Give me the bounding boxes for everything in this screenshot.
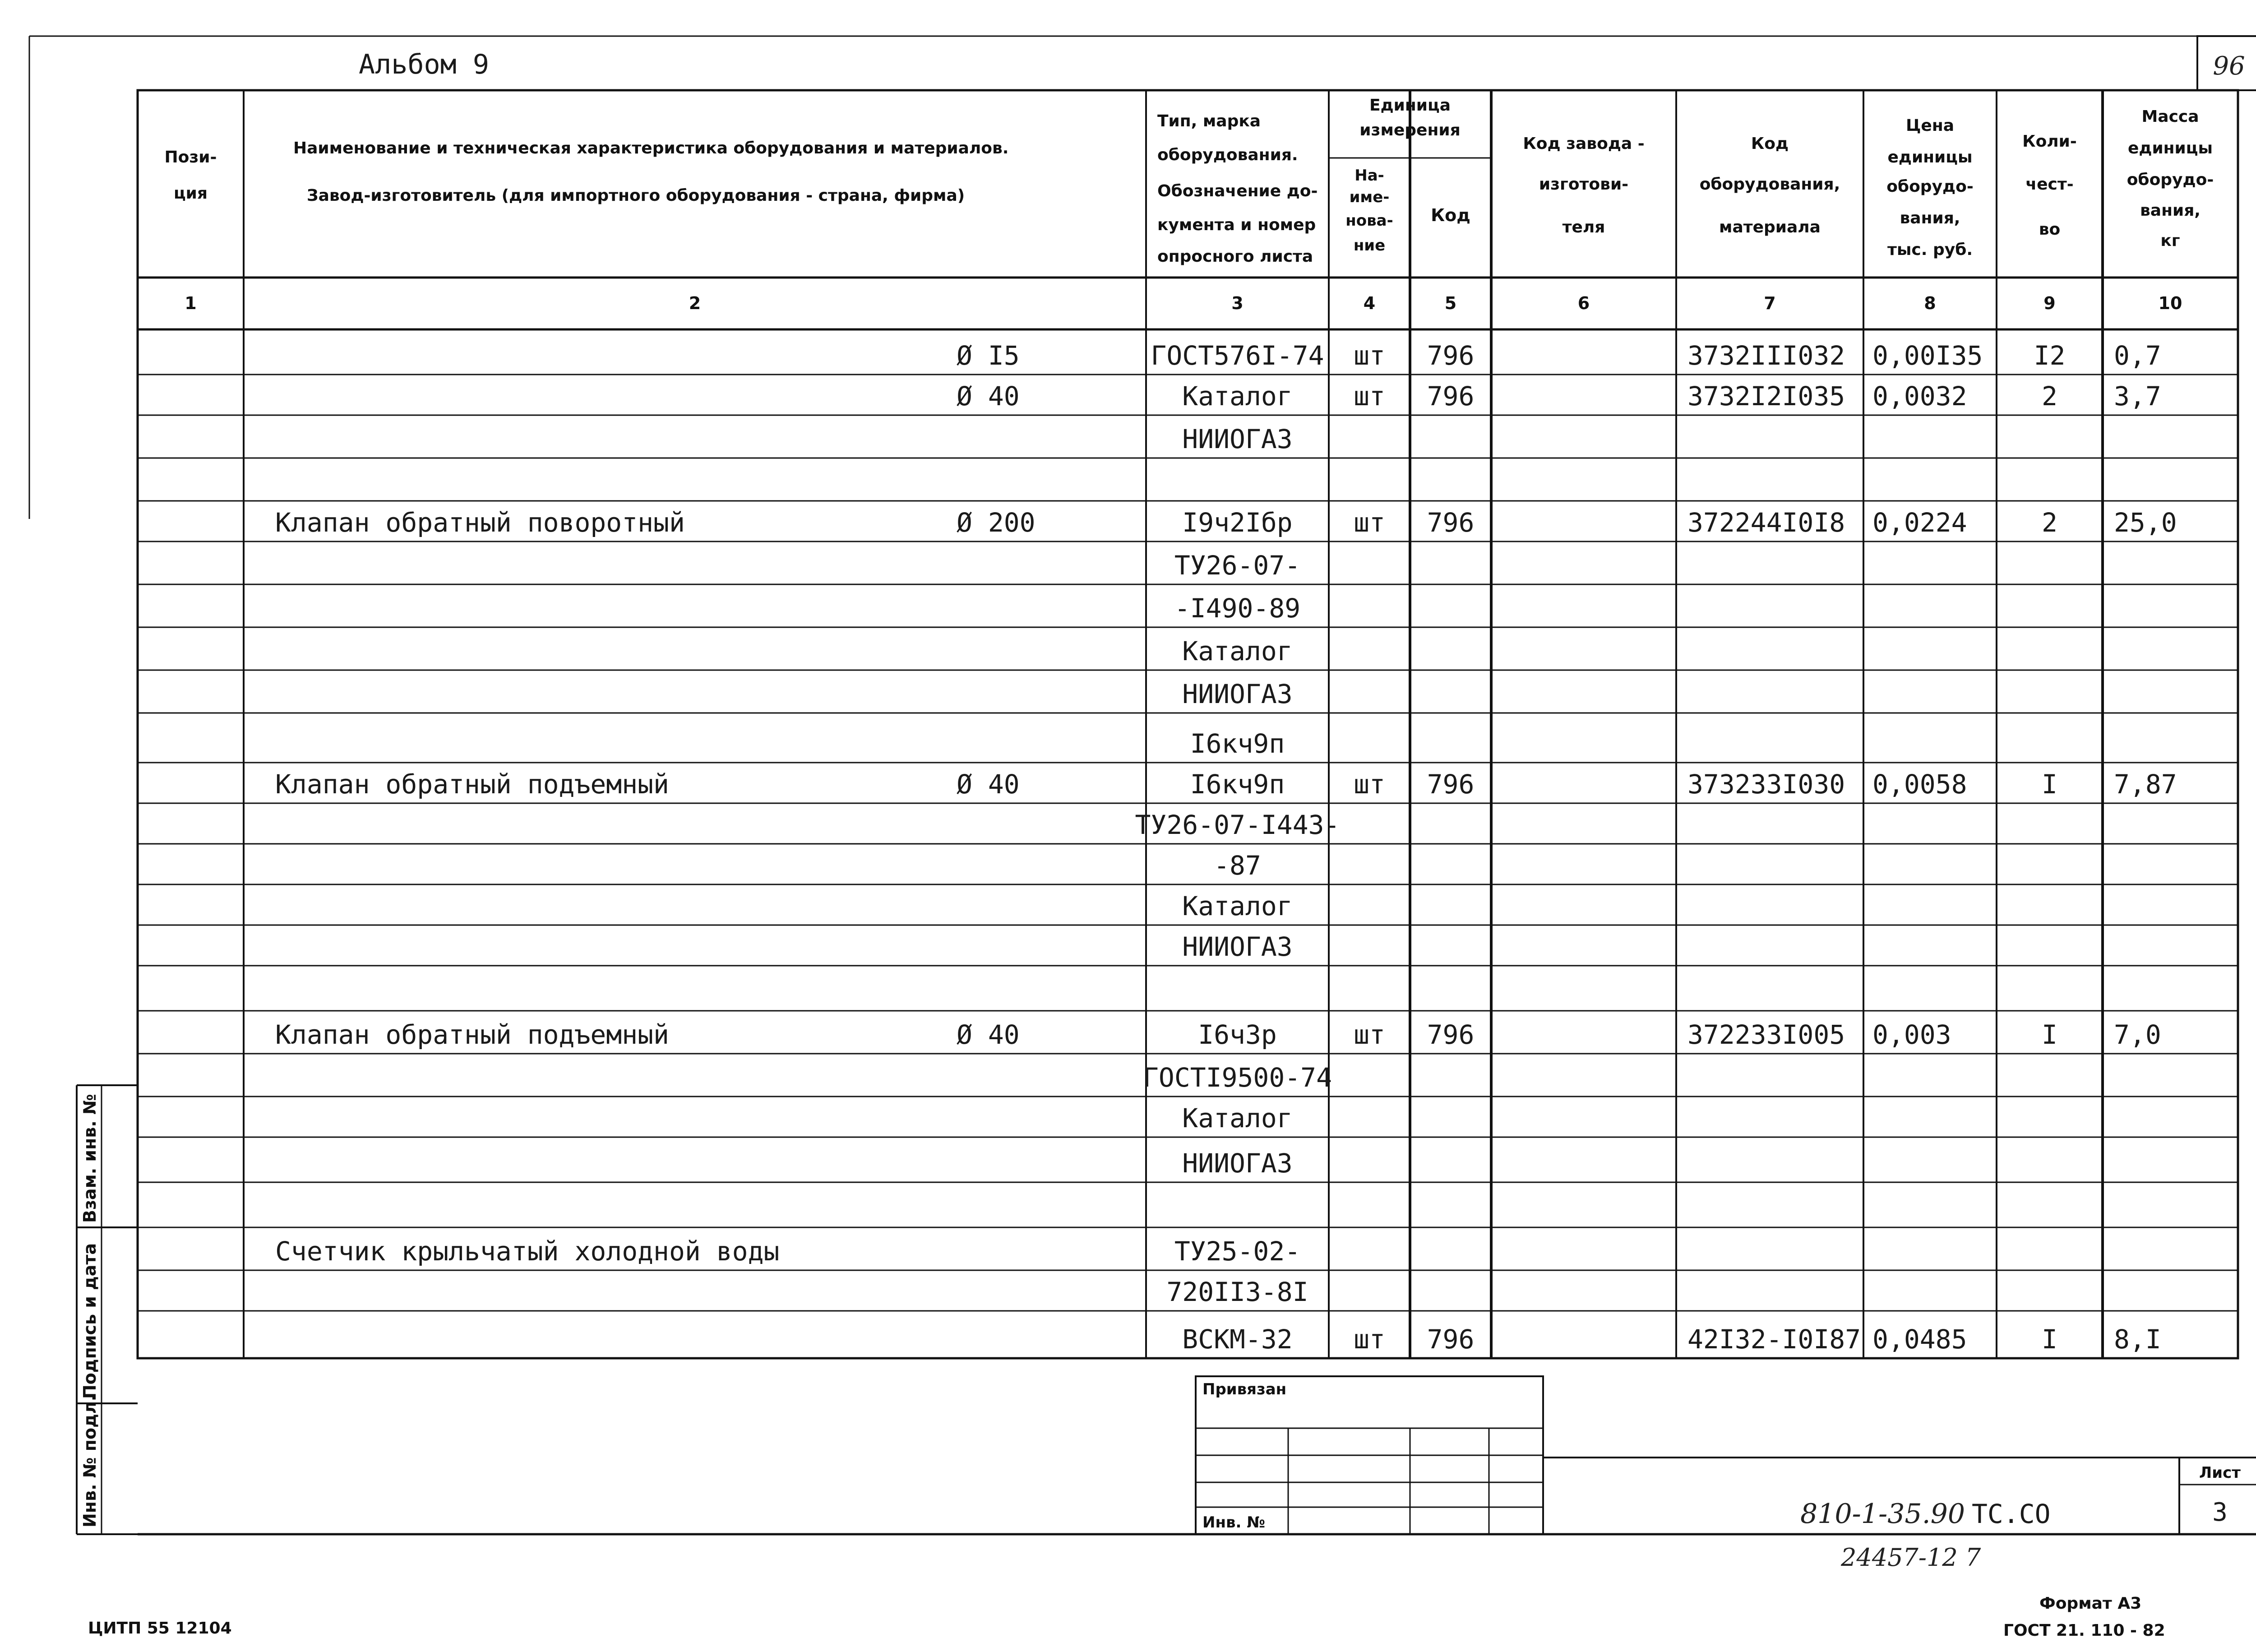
sheet-number: 3 xyxy=(2212,1498,2228,1527)
item-quantity: I xyxy=(2042,1019,2057,1050)
column-number: 6 xyxy=(1577,293,1590,313)
header-unit-name: нова- xyxy=(1345,212,1393,230)
item-mass: 0,7 xyxy=(2114,340,2161,371)
item-price: 0,0485 xyxy=(1872,1324,1967,1355)
header-factory-code: Код завода - xyxy=(1523,134,1645,153)
item-mass: 7,0 xyxy=(2114,1019,2161,1050)
header-price: единицы xyxy=(1887,148,1973,167)
item-name: Счетчик крыльчатый холодной воды xyxy=(275,1236,780,1267)
header-mass: вания, xyxy=(2140,201,2201,220)
column-number: 8 xyxy=(1924,293,1936,313)
item-type: Каталог xyxy=(1182,381,1293,412)
item-unit: шт xyxy=(1354,1324,1385,1355)
item-type: I6кч9п xyxy=(1190,728,1285,759)
sheet-label: Лист xyxy=(2199,1464,2241,1482)
item-type: -I490-89 xyxy=(1174,593,1301,624)
item-unit-code: 796 xyxy=(1427,507,1475,538)
footer-publisher: ЦИТП 55 12104 xyxy=(88,1619,232,1638)
item-unit: шт xyxy=(1354,381,1385,412)
header-equipment-code: Код xyxy=(1751,134,1789,153)
item-diameter: Ø 40 xyxy=(957,381,1020,412)
item-type: ГОСТ576I-74 xyxy=(1151,340,1324,371)
document-code-handwritten: 810-1-35.90 xyxy=(1800,1498,1965,1530)
column-number: 5 xyxy=(1444,293,1457,313)
item-quantity: I xyxy=(2042,769,2057,800)
header-type: оборудования. xyxy=(1157,146,1298,164)
item-type: НИИОГАЗ xyxy=(1182,1148,1293,1179)
column-number: 9 xyxy=(2043,293,2056,313)
item-equipment-code: 372233I005 xyxy=(1687,1019,1845,1050)
header-unit-name: име- xyxy=(1349,188,1390,206)
header-unit-name: На- xyxy=(1355,167,1384,185)
privyazan-label: Привязан xyxy=(1202,1380,1287,1398)
header-equipment-code: материала xyxy=(1719,218,1821,236)
item-unit: шт xyxy=(1354,769,1385,800)
item-type: Каталог xyxy=(1182,636,1293,666)
item-quantity: 2 xyxy=(2042,507,2057,538)
column-number: 4 xyxy=(1363,293,1376,313)
item-type: I6кч9п xyxy=(1190,769,1285,800)
item-price: 0,0224 xyxy=(1872,507,1967,538)
header-type: опросного листа xyxy=(1157,247,1313,266)
item-type: I9ч2Iбр xyxy=(1182,507,1293,538)
item-name: Клапан обратный подъемный xyxy=(275,769,669,800)
item-unit: шт xyxy=(1354,340,1385,371)
item-mass: 3,7 xyxy=(2114,381,2161,412)
header-quantity: во xyxy=(2039,220,2061,239)
item-diameter: Ø I5 xyxy=(957,340,1020,371)
header-unit-name: ние xyxy=(1353,236,1386,255)
item-equipment-code: 372244I0I8 xyxy=(1687,507,1845,538)
header-type: Тип, марка xyxy=(1157,112,1261,130)
item-type: Каталог xyxy=(1182,1103,1293,1134)
header-mass: оборудо- xyxy=(2127,171,2214,189)
footer-standard: ГОСТ 21. 110 - 82 xyxy=(2003,1621,2165,1640)
item-type: НИИОГАЗ xyxy=(1182,679,1293,709)
column-number: 7 xyxy=(1764,293,1776,313)
column-number: 1 xyxy=(185,293,197,313)
side-stamp-replacement: Взам. инв. № xyxy=(80,1094,100,1223)
item-unit: шт xyxy=(1354,1019,1385,1050)
header-price: тыс. руб. xyxy=(1887,241,1973,259)
column-number: 2 xyxy=(689,293,701,313)
header-name: Наименование и техническая характеристика оборудования и материалов. xyxy=(293,139,1009,157)
document-code: ТС.СО xyxy=(1972,1499,2051,1529)
item-name: Клапан обратный поворотный xyxy=(275,507,685,538)
item-unit-code: 796 xyxy=(1427,1324,1475,1355)
item-price: 0,00I35 xyxy=(1872,340,1983,371)
header-unit-group: измерения xyxy=(1359,121,1461,139)
side-stamp-signature: Подпись и дата xyxy=(80,1243,100,1399)
item-type: -87 xyxy=(1214,850,1261,881)
item-type: ВСКМ-32 xyxy=(1182,1324,1293,1355)
side-stamp-original: Инв. № подл. xyxy=(80,1394,100,1527)
header-mass: Масса xyxy=(2141,107,2199,126)
header-equipment-code: оборудования, xyxy=(1699,175,1840,194)
header-quantity: Коли- xyxy=(2022,132,2077,151)
item-unit-code: 796 xyxy=(1427,340,1475,371)
header-mass: единицы xyxy=(2127,139,2213,157)
item-price: 0,003 xyxy=(1872,1019,1951,1050)
item-mass: 7,87 xyxy=(2114,769,2177,800)
registration-number: 24457-12 7 xyxy=(1841,1543,1981,1572)
header-type: кумента и номер xyxy=(1157,216,1316,234)
item-type: ГОСТI9500-74 xyxy=(1142,1062,1332,1093)
header-position: ция xyxy=(173,184,208,203)
album-title: Альбом 9 xyxy=(359,49,489,80)
header-factory-code: теля xyxy=(1562,218,1605,236)
header-factory-code: изготови- xyxy=(1539,175,1629,194)
item-unit-code: 796 xyxy=(1427,381,1475,412)
item-quantity: I2 xyxy=(2034,340,2066,371)
header-quantity: чест- xyxy=(2025,175,2074,194)
item-quantity: I xyxy=(2042,1324,2057,1355)
page-number: 96 xyxy=(2213,51,2245,81)
item-unit-code: 796 xyxy=(1427,1019,1475,1050)
header-price: оборудо- xyxy=(1886,177,1974,196)
header-position: Пози- xyxy=(164,148,217,167)
item-mass: 25,0 xyxy=(2114,507,2177,538)
item-name: Клапан обратный подъемный xyxy=(275,1019,669,1050)
header-manufacturer: Завод-изготовитель (для импортного оборудования - страна, фирма) xyxy=(307,186,965,205)
item-diameter: Ø 200 xyxy=(957,507,1036,538)
item-diameter: Ø 40 xyxy=(957,769,1020,800)
item-unit: шт xyxy=(1354,507,1385,538)
item-quantity: 2 xyxy=(2042,381,2057,412)
header-price: Цена xyxy=(1906,116,1954,135)
item-type: НИИОГАЗ xyxy=(1182,424,1293,454)
item-price: 0,0032 xyxy=(1872,381,1967,412)
item-unit-code: 796 xyxy=(1427,769,1475,800)
item-type: НИИОГАЗ xyxy=(1182,931,1293,962)
header-mass: кг xyxy=(2160,231,2180,250)
footer-format: Формат А3 xyxy=(2039,1594,2142,1613)
column-number: 10 xyxy=(2158,293,2182,313)
item-type: ТУ26-07- xyxy=(1174,550,1301,581)
item-type: Каталог xyxy=(1182,891,1293,921)
item-type: ТУ26-07-I443- xyxy=(1135,810,1340,840)
column-number: 3 xyxy=(1231,293,1244,313)
item-type: ТУ25-02- xyxy=(1174,1236,1301,1267)
header-type: Обозначение до- xyxy=(1157,182,1318,200)
item-equipment-code: 373233I030 xyxy=(1687,769,1845,800)
item-equipment-code: 3732III032 xyxy=(1687,340,1845,371)
header-unit-code: Код xyxy=(1431,205,1470,225)
item-equipment-code: 42I32-I0I87 xyxy=(1687,1324,1861,1355)
item-mass: 8,I xyxy=(2114,1324,2161,1355)
header-price: вания, xyxy=(1900,209,1960,227)
item-type: 720II3-8I xyxy=(1166,1277,1308,1307)
header-unit-group: Единица xyxy=(1369,96,1451,115)
item-type: I6ч3р xyxy=(1198,1019,1277,1050)
item-equipment-code: 3732I2I035 xyxy=(1687,381,1845,412)
inventory-number-label: Инв. № xyxy=(1202,1513,1266,1532)
item-diameter: Ø 40 xyxy=(957,1019,1020,1050)
item-price: 0,0058 xyxy=(1872,769,1967,800)
